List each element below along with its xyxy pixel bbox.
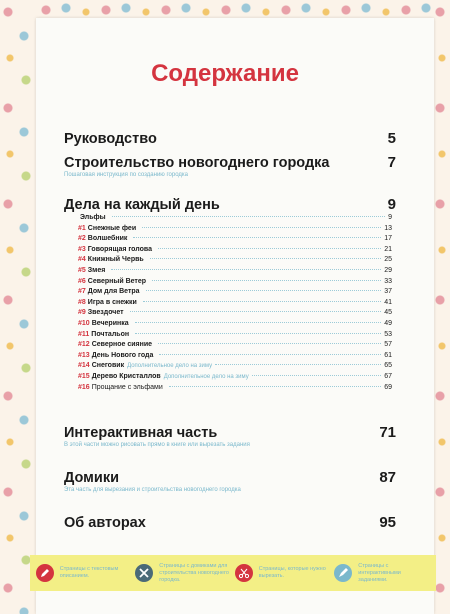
legend-text: Страницы с домиками для строительства новогоднего городка. xyxy=(159,562,229,583)
pencil-icon xyxy=(36,564,54,582)
item-name: День Нового года xyxy=(91,351,154,359)
list-item[interactable] xyxy=(78,308,392,319)
item-name: Северное сияние xyxy=(91,341,153,349)
list-item[interactable] xyxy=(78,213,392,224)
legend-text: Страницы с интерактивными заданиями. xyxy=(358,562,401,583)
list-item[interactable] xyxy=(78,277,392,288)
dot-leader xyxy=(152,280,381,281)
item-number: #6 xyxy=(78,277,86,285)
item-name: Северный Ветер xyxy=(87,277,147,285)
legend-text: Страницы с текстовым описанием. xyxy=(59,566,119,579)
section-title: Строительство новогоднего городка xyxy=(64,155,330,171)
item-page: 21 xyxy=(384,245,392,253)
list-item[interactable] xyxy=(78,298,392,309)
legend-item-cut-pages xyxy=(235,564,331,582)
item-number: #5 xyxy=(78,266,86,274)
item-page: 67 xyxy=(384,372,392,380)
section-title: Дела на каждый день xyxy=(64,197,220,213)
item-number: #12 xyxy=(78,341,90,349)
item-name: Эльфы xyxy=(80,214,106,221)
dot-leader xyxy=(130,311,382,312)
item-number: #3 xyxy=(78,245,86,253)
list-item[interactable] xyxy=(78,351,392,362)
item-page: 33 xyxy=(384,277,392,285)
section-title: Об авторах xyxy=(64,515,146,531)
dot-leader xyxy=(143,301,381,302)
item-note: Дополнительное дело на зиму xyxy=(127,363,213,370)
section-description: Пошаговая инструкция по созданию городка xyxy=(64,172,188,178)
dot-leader xyxy=(158,343,381,344)
dot-leader xyxy=(146,290,382,291)
dot-leader xyxy=(135,322,382,323)
list-item[interactable] xyxy=(78,383,392,394)
legend-item-interactive-pages xyxy=(334,563,430,584)
item-page: 65 xyxy=(384,362,392,370)
item-number: #4 xyxy=(78,256,86,264)
dot-leader xyxy=(150,258,381,259)
daily-items-list xyxy=(78,213,392,393)
item-number: #11 xyxy=(78,330,90,338)
list-item[interactable] xyxy=(78,266,392,277)
item-name: Игра в снежки xyxy=(87,298,137,306)
page-title: Содержание xyxy=(151,60,299,87)
item-name: Снежные феи xyxy=(87,224,137,232)
list-item[interactable] xyxy=(78,224,392,235)
item-page: 61 xyxy=(384,351,392,359)
dot-leader xyxy=(169,386,381,387)
decorative-border-left xyxy=(0,0,36,614)
item-name: Вечеринка xyxy=(91,319,129,327)
section-title: Интерактивная часть xyxy=(64,425,218,441)
item-note: Дополнительное дело на зиму xyxy=(163,373,249,380)
item-page: 45 xyxy=(384,309,392,317)
dot-leader xyxy=(252,375,381,376)
dot-leader xyxy=(112,216,385,217)
item-page: 9 xyxy=(388,214,392,221)
legend-item-house-pages xyxy=(135,563,231,584)
section-description: В этой части можно рисовать прямо в книге или вырезать задания xyxy=(64,442,250,448)
item-page: 37 xyxy=(384,288,392,296)
list-item[interactable] xyxy=(78,330,392,341)
section-page: 95 xyxy=(379,514,396,531)
section-interactive[interactable] xyxy=(64,424,396,448)
decorative-border-top xyxy=(36,0,432,20)
section-page: 9 xyxy=(387,196,396,213)
dot-leader xyxy=(158,248,381,249)
dot-leader xyxy=(135,333,381,334)
item-name: Дерево Кристаллов xyxy=(91,372,161,380)
list-item[interactable] xyxy=(78,340,392,351)
item-page: 25 xyxy=(384,256,392,264)
item-name: Змея xyxy=(87,266,106,274)
tools-icon xyxy=(135,564,153,582)
section-page: 5 xyxy=(387,130,396,147)
item-page: 57 xyxy=(384,341,392,349)
section-page: 87 xyxy=(379,469,396,486)
item-page: 49 xyxy=(384,319,392,327)
item-number: #2 xyxy=(78,235,86,243)
item-page: 13 xyxy=(384,224,392,232)
item-name: Дом для Ветра xyxy=(87,288,140,296)
item-name: Снеговик xyxy=(91,362,125,370)
item-name: Почтальон xyxy=(91,330,130,338)
section-title: Домики xyxy=(64,470,119,486)
item-number: #10 xyxy=(78,319,90,327)
section-title: Руководство xyxy=(64,131,157,147)
dot-leader xyxy=(142,227,381,228)
item-page: 17 xyxy=(384,235,392,243)
list-item[interactable] xyxy=(78,234,392,245)
pen-icon xyxy=(334,564,352,582)
item-name: Книжный Червь xyxy=(87,256,144,264)
item-name: Говорящая голова xyxy=(87,245,153,253)
item-number: #13 xyxy=(78,351,90,359)
dot-leader xyxy=(133,237,381,238)
list-item[interactable] xyxy=(78,361,392,372)
item-name: Волшебник xyxy=(87,235,128,243)
dot-leader xyxy=(215,364,381,365)
legend-text: Страницы, которые нужно вырезать. xyxy=(258,566,326,579)
item-page: 29 xyxy=(384,266,392,274)
item-name: Звездочет xyxy=(87,309,124,317)
dot-leader xyxy=(159,354,381,355)
section-town[interactable] xyxy=(64,154,396,178)
item-page: 53 xyxy=(384,330,392,338)
item-name: Прощание с эльфами xyxy=(91,383,163,391)
item-page: 69 xyxy=(384,383,392,391)
scissors-icon xyxy=(235,564,253,582)
list-item[interactable] xyxy=(78,287,392,298)
decorative-border-right xyxy=(432,0,450,614)
legend-item-text-pages xyxy=(36,564,132,582)
item-number: #16 xyxy=(78,383,90,391)
list-item[interactable] xyxy=(78,372,392,383)
dot-leader xyxy=(111,269,381,270)
section-page: 71 xyxy=(379,424,396,441)
section-houses[interactable] xyxy=(64,469,396,493)
list-item[interactable] xyxy=(78,245,392,256)
item-number: #9 xyxy=(78,309,86,317)
item-number: #15 xyxy=(78,372,90,380)
section-authors[interactable] xyxy=(64,514,396,531)
icon-legend xyxy=(30,555,436,591)
section-page: 7 xyxy=(387,154,396,171)
item-number: #8 xyxy=(78,298,86,306)
list-item[interactable] xyxy=(78,255,392,266)
item-page: 41 xyxy=(384,298,392,306)
section-daily[interactable] xyxy=(64,196,396,213)
item-number: #7 xyxy=(78,288,86,296)
item-number: #1 xyxy=(78,224,86,232)
section-guide[interactable] xyxy=(64,130,396,147)
list-item[interactable] xyxy=(78,319,392,330)
section-description: Эта часть для вырезания и строительства новогоднего городка xyxy=(64,487,241,493)
item-number: #14 xyxy=(78,362,90,370)
